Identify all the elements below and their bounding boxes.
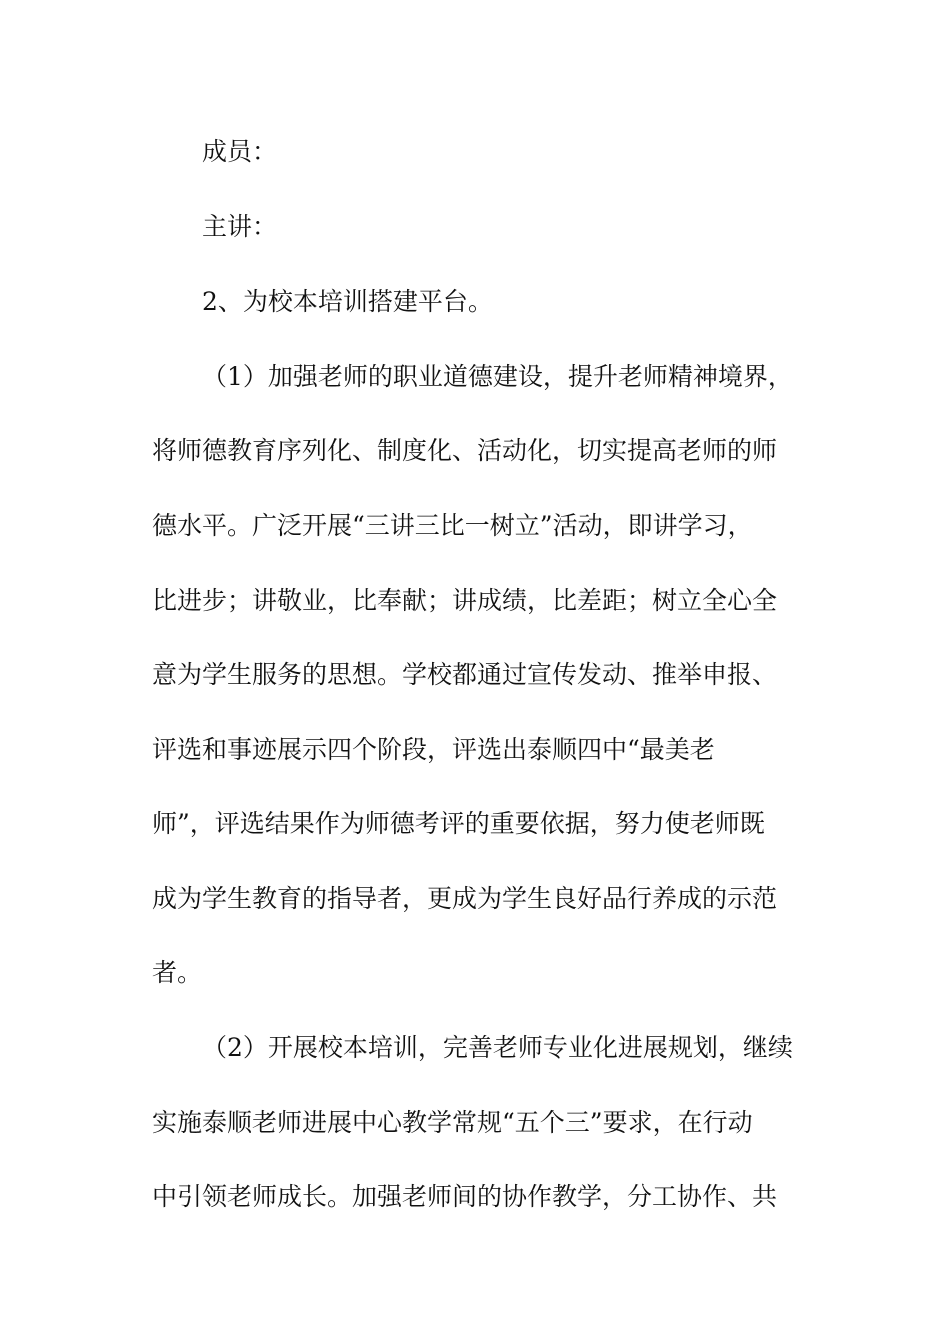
text-line: 比进步；讲敬业，比奉献；讲成绩，比差距；树立全心全 (152, 586, 778, 615)
text-line-members: 成员： (202, 137, 278, 166)
text-line-section-heading: 2、为校本培训搭建平台。 (202, 287, 493, 316)
text-line: 德水平。广泛开展“三讲三比一树立”活动，即讲学习， (152, 511, 753, 540)
text-line: 中引领老师成长。加强老师间的协作教学，分工协作、共 (152, 1182, 778, 1211)
text-line: 实施泰顺老师进展中心教学常规“五个三”要求，在行动 (152, 1108, 753, 1137)
text-line: 师”，评选结果作为师德考评的重要依据，努力使老师既 (152, 809, 765, 838)
text-line: 评选和事迹展示四个阶段，评选出泰顺四中“最美老 (152, 735, 715, 764)
text-line: 者。 (152, 958, 203, 987)
text-line: 成为学生教育的指导者，更成为学生良好品行养成的示范 (152, 884, 778, 913)
text-line: 意为学生服务的思想。学校都通过宣传发动、推举申报、 (152, 660, 778, 689)
text-line-paragraph1-start: （1）加强老师的职业道德建设，提升老师精神境界， (202, 362, 793, 391)
text-line: 将师德教育序列化、制度化、活动化，切实提高老师的师 (152, 436, 778, 465)
text-line-paragraph2-start: （2）开展校本培训，完善老师专业化进展规划，继续 (202, 1033, 793, 1062)
text-line-lecturer: 主讲： (202, 212, 278, 241)
